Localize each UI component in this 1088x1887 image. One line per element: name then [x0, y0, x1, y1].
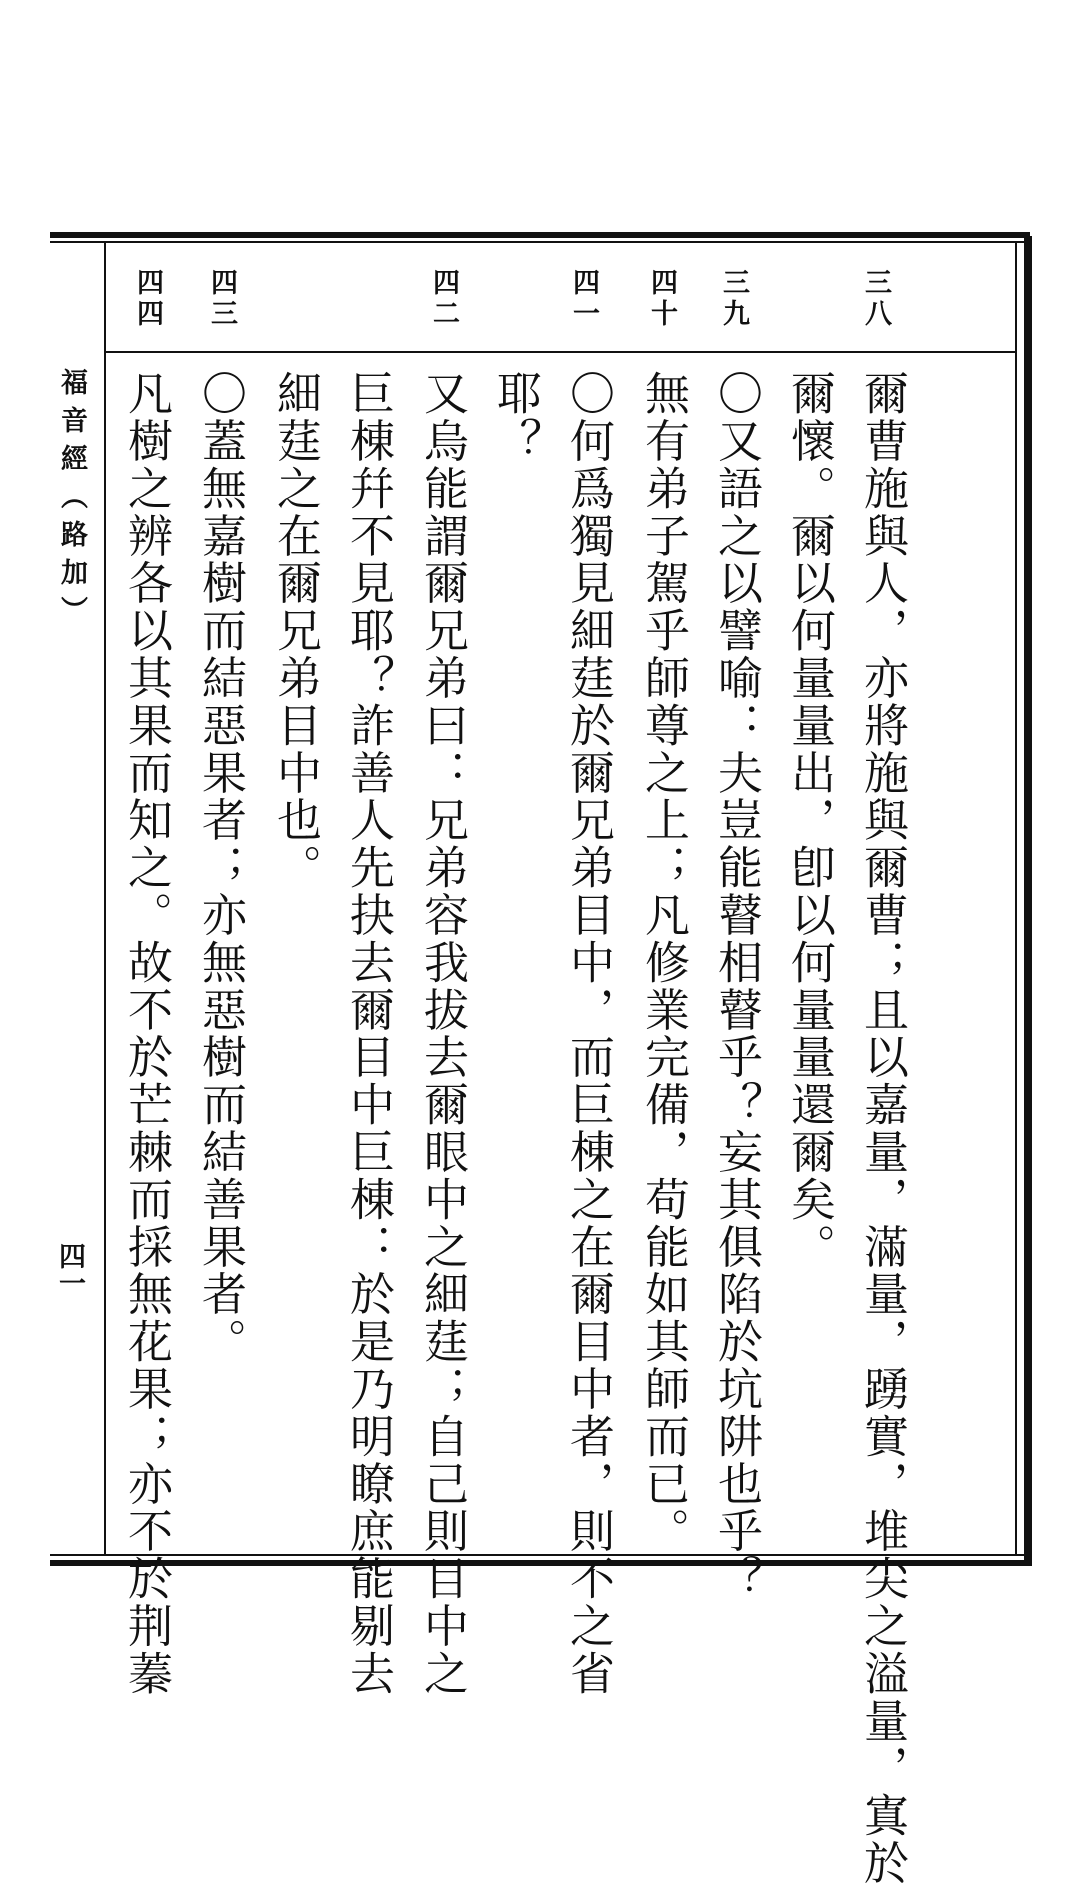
text-column-3: 〇又語之以譬喻：夫豈能瞽相瞽乎？妄其俱陷於坑阱也乎？	[710, 370, 763, 1603]
text-column-2: 爾懷。爾以何量量出，卽以何量量還爾矣。	[783, 370, 836, 1271]
verse-number-header-rule	[106, 351, 1015, 353]
text-column-1: 爾曹施與人，亦將施與爾曹；且以嘉量，滿量，踴實，堆尖之溢量，寘於	[856, 370, 909, 1887]
text-column-4: 無有弟子駕乎師尊之上；凡修業完備，苟能如其師而已。	[637, 370, 690, 1555]
frame-top-inner-border	[50, 241, 1030, 243]
frame-left-border	[104, 243, 106, 1555]
text-column-11: 凡樹之辨各以其果而知之。故不於芒棘而採無花果；亦不於荆蓁	[120, 370, 173, 1698]
text-column-9: 細莛之在爾兄弟目中也。	[269, 370, 322, 892]
verse-number-38: 三八	[860, 268, 891, 330]
verse-number-43: 四三	[206, 268, 237, 330]
verse-number-41: 四一	[568, 268, 599, 330]
frame-top-border	[50, 232, 1030, 238]
text-column-8: 巨棟幷不見耶？詐善人先抉去爾目中巨棟：於是乃明瞭庶能剔去	[342, 370, 395, 1698]
verse-number-40: 四十	[646, 268, 677, 330]
frame-right-border	[1024, 236, 1032, 1566]
frame-right-inner-border	[1015, 243, 1017, 1555]
verse-number-44: 四四	[132, 268, 163, 330]
text-column-10: 〇蓋無嘉樹而結惡果者；亦無惡樹而結善果者。	[194, 370, 247, 1366]
book-title: 福音經（路加）	[56, 368, 87, 634]
text-column-7: 又烏能謂爾兄弟曰：兄弟容我拔去爾眼中之細莛；自己則目中之	[416, 370, 469, 1698]
verse-number-39: 三九	[718, 268, 749, 330]
verse-number-42: 四二	[428, 268, 459, 330]
text-column-6: 耶？	[489, 370, 542, 465]
page-number: 四一	[54, 1242, 85, 1296]
text-column-5: 〇何爲獨見細莛於爾兄弟目中，而巨棟之在爾目中者，則不之省	[562, 370, 615, 1698]
